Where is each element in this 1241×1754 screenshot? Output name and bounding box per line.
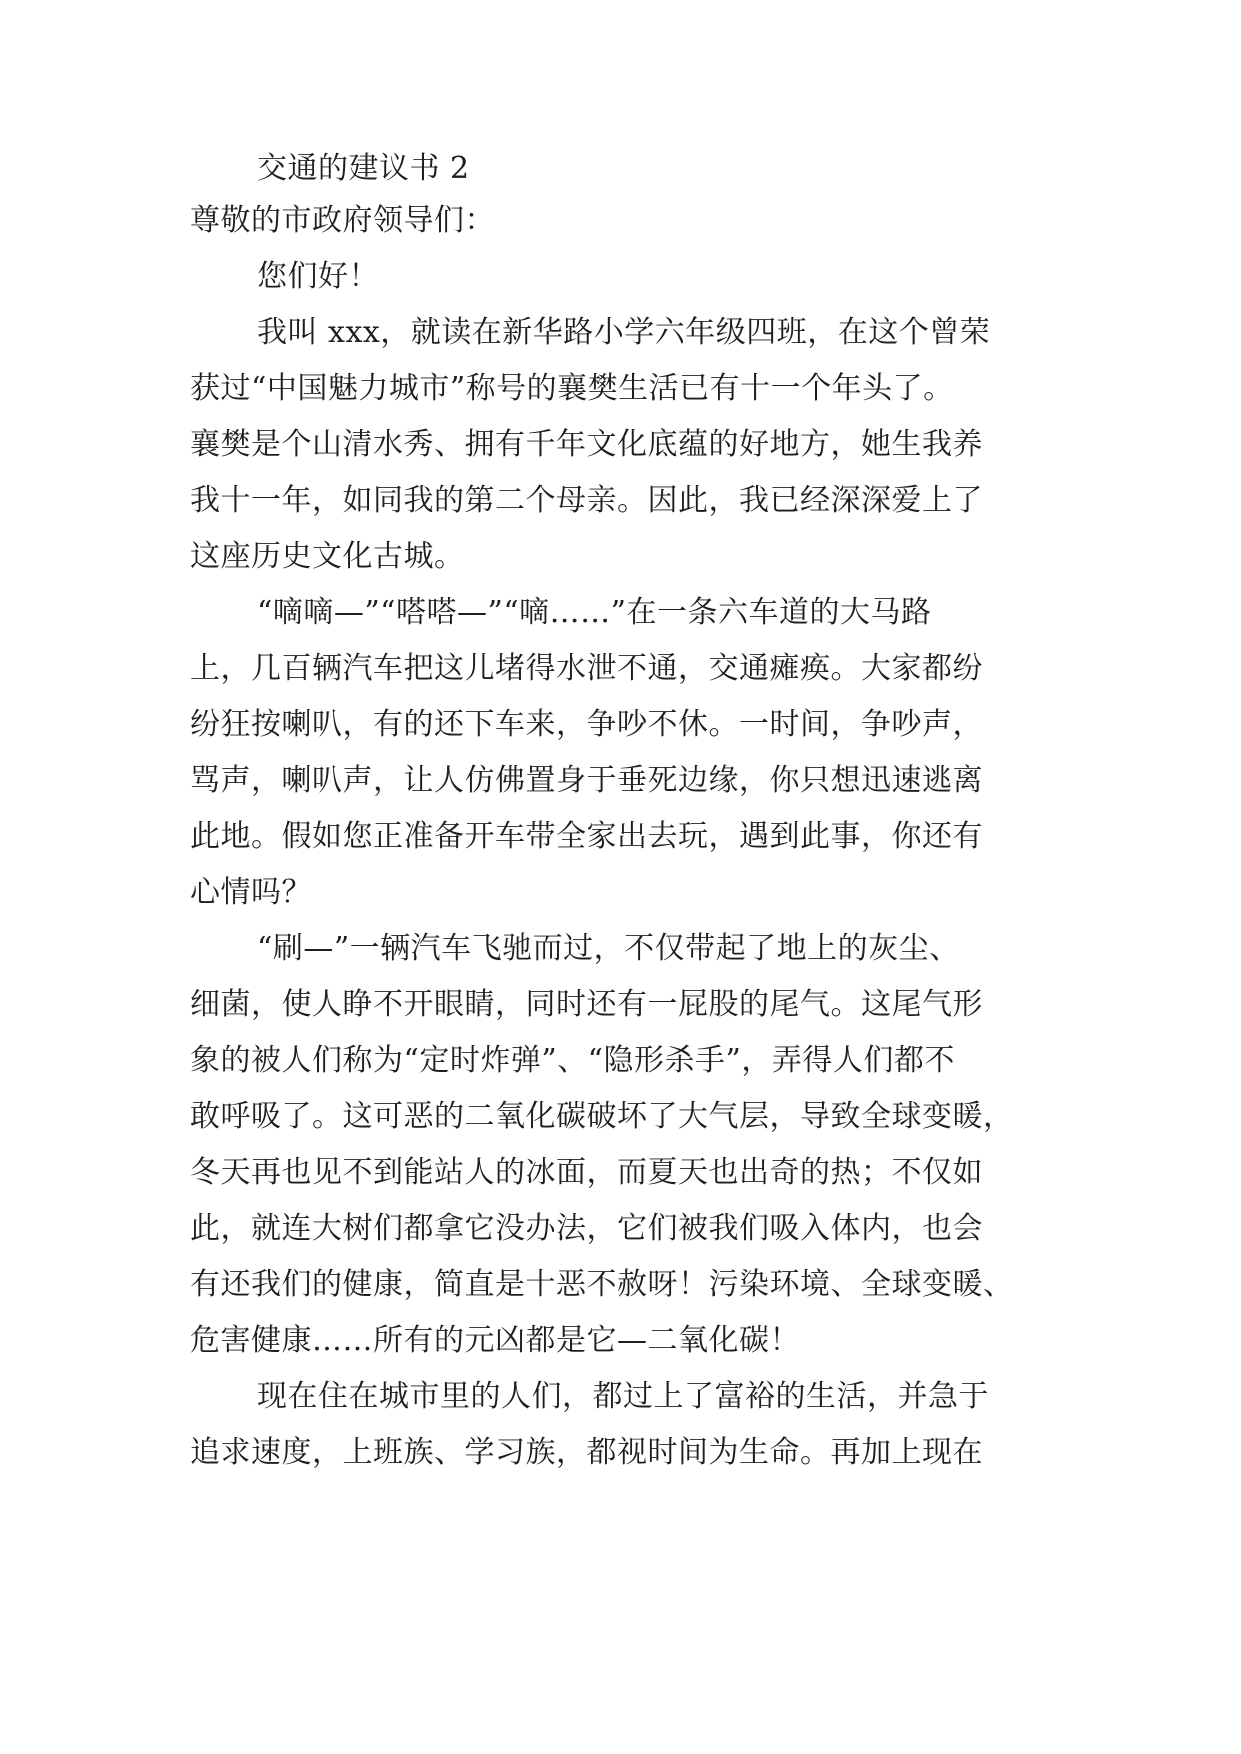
body-line: 骂声，喇叭声，让人仿佛置身于垂死边缘，你只想迅速逃离	[190, 763, 983, 798]
body-line: “刷—”一辆汽车飞驰而过，不仅带起了地上的灰尘、	[257, 931, 960, 966]
body-line: 危害健康……所有的元凶都是它—二氧化碳！	[190, 1323, 800, 1358]
body-line: 敢呼吸了。这可恶的二氧化碳破坏了大气层，导致全球变暖，	[190, 1099, 1014, 1134]
body-line: 象的被人们称为“定时炸弹”、“隐形杀手”，弄得人们都不	[190, 1043, 955, 1078]
body-line: 此，就连大树们都拿它没办法，它们被我们吸入体内，也会	[190, 1211, 983, 1246]
body-line: 这座历史文化古城。	[190, 539, 465, 574]
body-line: 冬天再也见不到能站人的冰面，而夏天也出奇的热；不仅如	[190, 1155, 983, 1190]
body-line: 上，几百辆汽车把这儿堵得水泄不通，交通瘫痪。大家都纷	[190, 651, 983, 686]
body-line: 追求速度，上班族、学习族，都视时间为生命。再加上现在	[190, 1435, 983, 1470]
body-line: 此地。假如您正准备开车带全家出去玩，遇到此事，你还有	[190, 819, 983, 854]
body-line: “嘀嘀—”“嗒嗒—”“嘀……”在一条六车道的大马路	[257, 595, 932, 630]
body-line: 我叫 xxx，就读在新华路小学六年级四班，在这个曾荣	[257, 315, 991, 350]
document-title: 交通的建议书 2	[257, 151, 470, 186]
body-line: 心情吗？	[190, 875, 312, 910]
body-line: 有还我们的健康，简直是十恶不赦呀！污染环境、全球变暖、	[190, 1267, 1014, 1302]
body-line: 获过“中国魅力城市”称号的襄樊生活已有十一个年头了。	[190, 371, 954, 406]
greeting: 您们好！	[257, 259, 379, 294]
body-line: 纷狂按喇叭，有的还下车来，争吵不休。一时间，争吵声，	[190, 707, 983, 742]
body-line: 细菌，使人睁不开眼睛，同时还有一屁股的尾气。这尾气形	[190, 987, 983, 1022]
body-line: 现在住在城市里的人们，都过上了富裕的生活，并急于	[257, 1379, 989, 1414]
salutation: 尊敬的市政府领导们：	[190, 203, 495, 238]
body-line: 我十一年，如同我的第二个母亲。因此，我已经深深爱上了	[190, 483, 983, 518]
body-line: 襄樊是个山清水秀、拥有千年文化底蕴的好地方，她生我养	[190, 427, 983, 462]
